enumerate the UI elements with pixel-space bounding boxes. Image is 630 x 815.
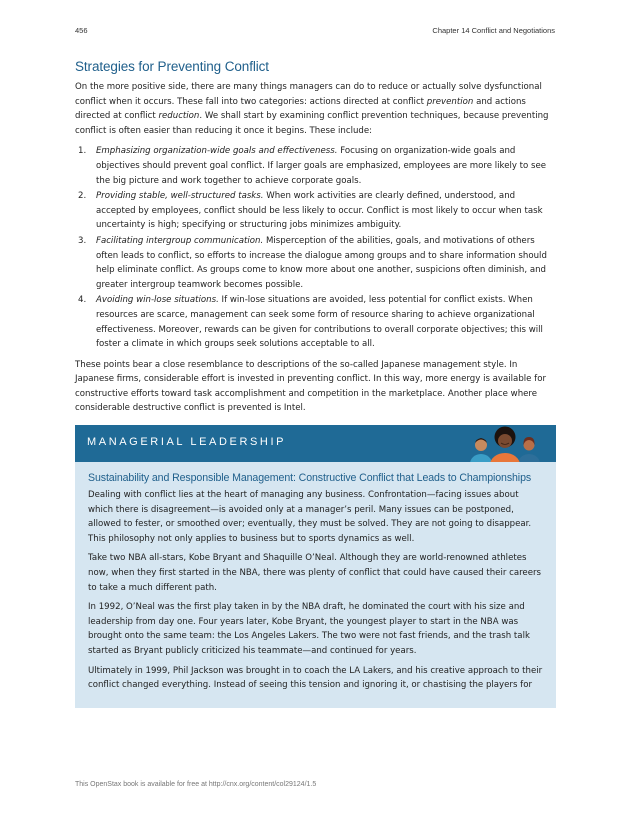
strategy-text: If win-lose situations are avoided, less potential for conflict exists. When resources are scarce, management can seek some form of resource sharing to achieve organizational effectiveness. Moreover, rewards can be given for contributions to overall corporate objectives; this will foster a climate in which groups seek solutions acceptable to all. [96,295,543,350]
people-group-icon [468,425,542,462]
list-number: 3. [78,235,87,246]
list-item [75,234,556,292]
page-content [75,59,556,708]
intro-paragraph [75,80,556,138]
strategy-title: Emphasizing organization-wide goals and effectiveness. [96,146,338,157]
feature-body [75,462,556,708]
page-footer: This OpenStax book is available for free at http://cnx.org/content/col29124/1.5 [75,781,317,788]
feature-paragraph: In 1992, O’Neal was the first play taken in by the NBA draft, he dominated the court with his size and leadership from day one. Four years later, Kobe Bryant, the youngest player to start in the NBA was brought onto the same team: the Los Angeles Lakers. The two were not fast friends, and the trash talk started as Bryant publicly criticized his teammate—and continued for years. [88,602,530,656]
feature-banner [75,425,556,462]
page-number: 456 [75,26,88,35]
list-number: 1. [78,146,87,157]
intro-text: On the more positive side, there are many things managers can do to reduce or actually solve dysfunctional conflict when it occurs. These fall into two categories: actions directed at conflict [75,82,542,107]
strategy-text: Misperception of the abilities, goals, and motivations of others often leads to conflict, so efforts to increase the dialogue among groups and to share information should help eliminate conflict. As groups come to know more about one another, suspicions often diminish, and greater intergroup teamwork becomes possible. [96,235,547,290]
list-item [75,189,556,233]
intro-text: . We shall start by examining conflict prevention techniques, because preventing conflict is often easier than reducing it once it begins. These include: [75,111,549,136]
feature-paragraph: Dealing with conflict lies at the heart of managing any business. Confrontation—facing issues about which there is disagreement—is avoided only at a manager’s peril. Many issues can be postponed, allowed to fester, or smoothed over; eventually, they must be solved. They are not going to disappear. This philosophy not only applies to business but to sports dynamics as well. [88,490,532,544]
chapter-title: Chapter 14 Conflict and Negotiations [432,26,555,35]
closing-paragraph: These points bear a close resemblance to descriptions of the so-called Japanese management style. In Japanese firms, considerable effort is invested in preventing conflict. In this way, more energy is available for constructive efforts toward task accomplishment and competition in the marketplace. Another place where considerable destructive conflict is prevented is Intel. [75,359,547,414]
strategy-text: When work activities are clearly defined, understood, and accepted by employees, conflict should be less likely to occur. Conflict is most likely to occur when task uncertainty is high; specifying or structuring jobs minimizes ambiguity. [96,191,543,231]
strategy-text: Focusing on organization-wide goals and objectives should prevent goal conflict. If larger goals are emphasized, employees are more likely to see the big picture and work together to achieve corporate goals. [96,146,547,186]
list-item [75,293,556,351]
intro-emphasis-reduction: reduction [158,111,200,122]
managerial-leadership-feature [75,425,556,708]
list-item [75,144,556,188]
intro-emphasis-prevention: prevention [426,96,474,107]
feature-paragraph: Ultimately in 1999, Phil Jackson was brought in to coach the LA Lakers, and his creative approach to their conflict changed everything. Instead of seeing this tension and ignoring it, or chastising the players for [88,665,543,691]
section-heading: Strategies for Preventing Conflict [75,59,269,74]
strategies-list [75,144,556,351]
strategy-title: Providing stable, well-structured tasks. [96,191,264,202]
strategy-title: Facilitating intergroup communication. [96,235,264,246]
list-number: 4. [78,295,87,306]
list-number: 2. [78,191,87,202]
feature-paragraph: Take two NBA all-stars, Kobe Bryant and Shaquille O’Neal. Although they are world-renowned athletes now, when they first started in the NBA, there was plenty of conflict that could have caused their careers to take a much different path. [88,553,542,593]
feature-title: Sustainability and Responsible Management: Constructive Conflict that Leads to Championships [88,472,532,485]
strategy-title: Avoiding win-lose situations. [96,295,219,306]
feature-banner-label: MANAGERIAL LEADERSHIP [87,436,287,449]
intro-text: and actions directed at conflict [75,96,526,122]
